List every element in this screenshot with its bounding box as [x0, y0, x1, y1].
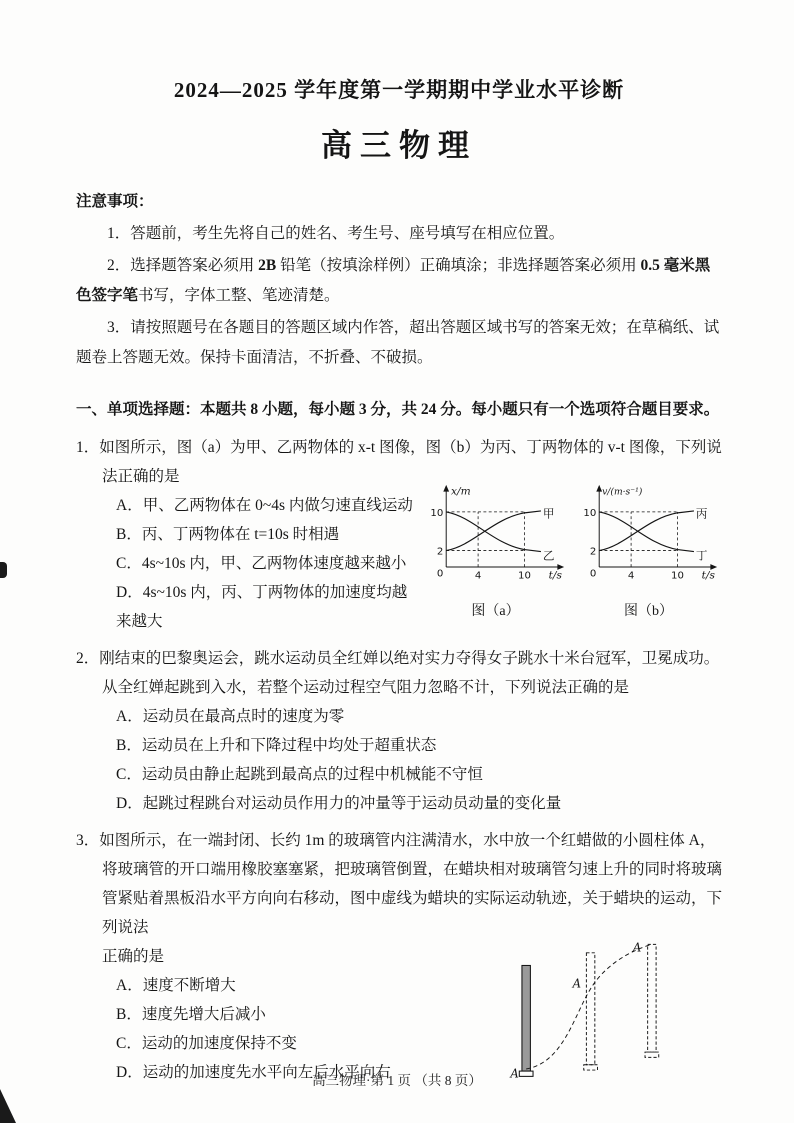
x-tick-10: 10 [518, 570, 531, 582]
q1-figure-a [422, 483, 569, 621]
notice-section [76, 187, 722, 373]
exam-title: 2024—2025 学年度第一学期期中学业水平诊断 [173, 78, 625, 102]
q1-figure-b-caption: 图（b） [624, 604, 673, 619]
scan-artifact-corner [0, 1089, 16, 1123]
q1-figure-b [575, 483, 722, 621]
section-one-heading: 一、单项选择题：本题共 8 小题，每小题 3 分，共 24 分。每小题只有一个选项符合题目要求。 [76, 401, 720, 418]
notice-item-1: 1．答题前，考生先将自己的姓名、考生号、座号填写在相应位置。 [107, 225, 565, 242]
q3-option-b: B．速度先增大后减小 [116, 1006, 266, 1023]
curve-bing-label: 丙 [695, 507, 708, 521]
x-tick-4: 4 [627, 570, 635, 582]
tubes-diagram [508, 938, 688, 1088]
notice-item-2-text: 2．选择题答案必须用 [107, 257, 259, 274]
q3-stem-continued: 正确的是 [102, 948, 165, 965]
q1-stem: 1．如图所示，图（a）为甲、乙两物体的 x-t 图像，图（b）为丙、丁两物体的 v-t 图像，下列说法正确的是 [76, 439, 722, 485]
q2-option-d: D．起跳过程跳台对运动员作用力的冲量等于运动员动量的变化量 [116, 795, 562, 812]
notice-item-3: 3．请按照题号在各题目的答题区域内作答，超出答题区域书写的答案无效；在草稿纸、试题卷上答题无效。保持卡面清洁，不折叠、不破损。 [76, 319, 720, 366]
notice-item-2-text-3: 书写，字体工整、笔迹清楚。 [138, 287, 340, 304]
notice-item-2-bold-2: 0.5 毫米黑色签字笔 [76, 257, 711, 304]
scan-artifact-edge [0, 562, 7, 578]
question-3 [76, 826, 722, 1098]
wax-label-middle: A [572, 976, 582, 991]
q1-figures [422, 483, 722, 621]
q3-stem: 3．如图所示，在一端封闭、长约 1m 的玻璃管内注满清水，水中放一个红蜡做的小圆柱体 A，将玻璃管的开口端用橡胶塞塞紧，把玻璃管倒置，在蜡块相对玻璃管匀速上升的同时将玻璃管紧贴着黑板沿水平方向向右移动，图中虚线为蜡块的实际运动轨迹，关于蜡块的运动，下列说法 [76, 832, 723, 936]
q1-options [76, 491, 422, 636]
exam-subject: 高三物理 [321, 128, 477, 163]
q2-stem: 2．刚结束的巴黎奥运会，跳水运动员全红婵以绝对实力夺得女子跳水十米台冠军，卫冕成功。从全红婵起跳到入水，若整个运动过程空气阻力忽略不计，下列说法正确的是 [76, 650, 720, 696]
notice-item-2 [76, 251, 722, 311]
y-tick-10: 10 [430, 507, 444, 519]
graph-a [423, 483, 568, 593]
question-1 [76, 433, 722, 636]
q1-figure-a-caption: 图（a） [471, 604, 520, 619]
origin-label: 0 [589, 568, 597, 580]
wax-trajectory [526, 944, 652, 1069]
tube-1 [522, 965, 530, 1071]
q2-option-a: A．运动员在最高点时的速度为零 [116, 708, 345, 725]
x-axis-label: t/s [701, 568, 715, 582]
curve-jia-label: 甲 [542, 507, 555, 521]
q1-option-c: C．4s~10s 内，甲、乙两物体速度越来越小 [116, 555, 407, 572]
page-footer: 高三物理·第 1 页 （共 8 页） [312, 1073, 482, 1088]
x-tick-4: 4 [474, 570, 482, 582]
curve-ding-label: 丁 [695, 549, 708, 563]
y-axis-label: x/m [451, 484, 471, 498]
y-tick-2: 2 [436, 546, 444, 558]
tube-2 [586, 953, 594, 1065]
notice-heading: 注意事项： [76, 193, 154, 210]
x-tick-10: 10 [671, 570, 684, 582]
q3-option-d: D．运动的加速度先水平向左后水平向右 [116, 1064, 391, 1081]
wax-label-start: A [510, 1066, 519, 1081]
y-tick-2: 2 [589, 546, 597, 558]
y-axis-label: v/(m·s⁻¹) [602, 486, 643, 498]
wax-label-end: A [632, 940, 642, 955]
q3-options [76, 942, 498, 1087]
origin-label: 0 [436, 568, 444, 580]
graph-b [576, 483, 721, 593]
q2-option-b: B．运动员在上升和下降过程中均处于超重状态 [116, 737, 437, 754]
y-tick-10: 10 [583, 507, 597, 519]
q1-option-a: A．甲、乙两物体在 0~4s 内做匀速直线运动 [116, 497, 413, 514]
tube-3 [648, 944, 656, 1052]
y-axis-arrow [443, 485, 449, 492]
q3-option-a: A．速度不断增大 [116, 977, 236, 994]
notice-item-2-bold-1: 2B [258, 257, 277, 274]
curve-yi-label: 乙 [542, 549, 555, 563]
question-2 [76, 644, 722, 818]
q3-option-c: C．运动的加速度保持不变 [116, 1035, 297, 1052]
tube-3-stopper [645, 1052, 659, 1057]
q1-option-b: B．丙、丁两物体在 t=10s 时相遇 [116, 526, 340, 543]
q2-option-c: C．运动员由静止起跳到最高点的过程中机械能不守恒 [116, 766, 483, 783]
q1-option-d: D．4s~10s 内，丙、丁两物体的加速度均越来越大 [116, 584, 408, 630]
x-axis-label: t/s [548, 568, 562, 582]
notice-item-2-text-2: 铅笔（按填涂样例）正确填涂；非选择题答案必须用 [276, 257, 641, 274]
